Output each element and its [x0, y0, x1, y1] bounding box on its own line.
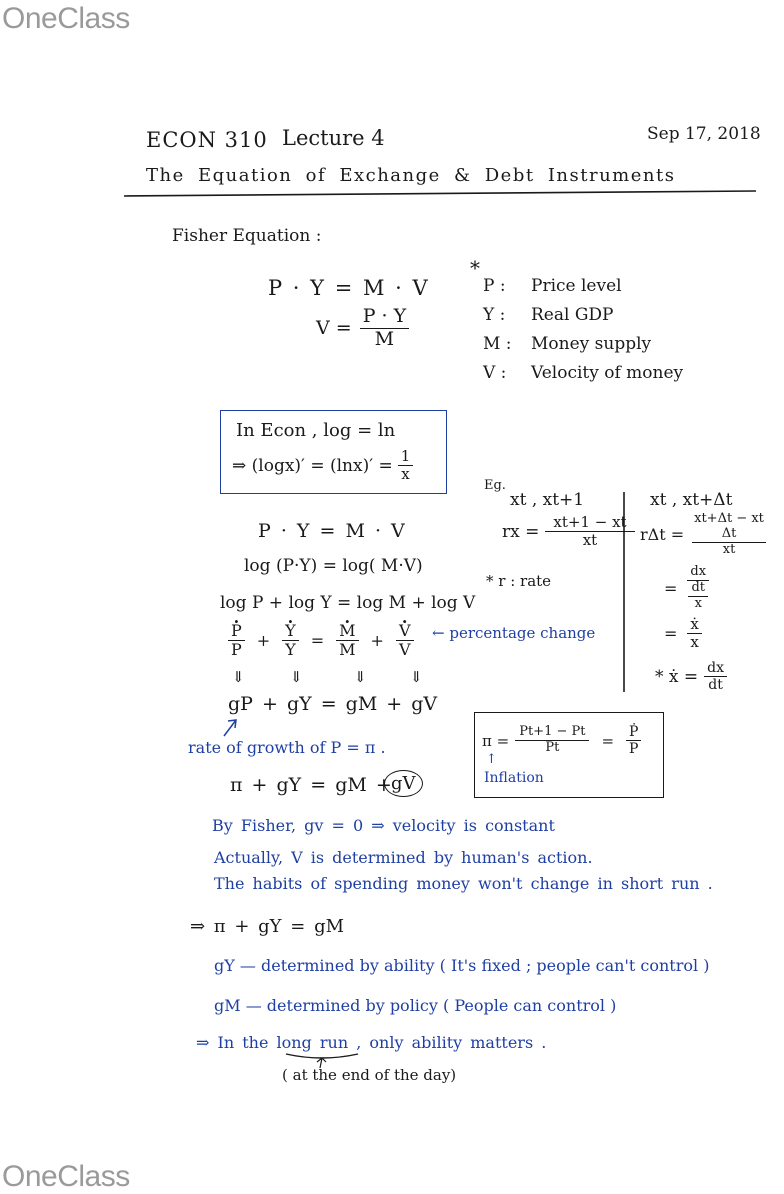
- implies-arrow: ⇓: [290, 668, 303, 686]
- growth-rate-equation: gP + gY = gM + gV: [228, 693, 438, 715]
- discrete-series: xt , xt+1: [510, 490, 585, 510]
- rate-note: * r : rate: [486, 572, 552, 590]
- growth-arrow: [222, 716, 242, 738]
- fisher-equation: P · Y = M · V: [268, 276, 428, 300]
- lecture-number: Lecture 4: [282, 126, 385, 150]
- derivation-line-1: P · Y = M · V: [258, 520, 405, 542]
- rate-equals-xdot-over-x: = $\frac{\text{ẋ}}{x}$: [664, 616, 702, 652]
- spending-habits-note: The habits of spending money won't change in short run .: [214, 874, 713, 893]
- course-code: ECON 310: [146, 128, 268, 152]
- gy-ability-note: gY — determined by ability ( It's fixed ; people can't control ): [214, 956, 710, 975]
- continuous-rate-fraction: xt+Δt − xt Δt xt: [688, 512, 770, 558]
- inflation-fraction: $\frac{Pt+1 - Pt}{Pt}$: [515, 725, 589, 756]
- fisher-velocity-note: By Fisher, gv = 0 ⇒ velocity is constant: [212, 816, 555, 835]
- gm-policy-note: gM — determined by policy ( People can control ): [214, 996, 617, 1015]
- oneclass-logo-bottom: OneClass: [2, 1160, 130, 1193]
- continuous-series: xt , xt+Δt: [650, 490, 733, 510]
- xdot-over-x: $\frac{\text{ẋ}}{x}$: [687, 616, 701, 652]
- implies-arrow: ⇓: [232, 668, 245, 686]
- eg-label: Eg.: [484, 478, 506, 493]
- oneclass-logo-top: OneClass: [2, 2, 130, 35]
- percentage-change-note: ← percentage change: [432, 624, 596, 642]
- lecture-date: Sep 17, 2018: [647, 124, 761, 144]
- legend-row: M : Money supply: [483, 334, 652, 354]
- velocity-numerator: P · Y: [360, 306, 409, 329]
- dx-over-dt: $\frac{dx}{dt}$: [704, 660, 727, 693]
- end-of-day-note: ( at the end of the day): [282, 1066, 457, 1084]
- simplified-equation: ⇒ π + gY = gM: [190, 916, 345, 937]
- fisher-heading: Fisher Equation :: [172, 226, 322, 246]
- inflation-label: Inflation: [484, 770, 544, 786]
- rate-equals-derivative: = dx dt x: [664, 565, 709, 612]
- derivation-line-2: log (P·Y) = log( M·V): [244, 556, 423, 576]
- xdot-definition: * ẋ = $\frac{dx}{dt}$: [655, 660, 727, 693]
- velocity-lhs: V =: [316, 317, 352, 340]
- continuous-rate: rΔt = xt+Δt − xt Δt xt: [640, 512, 770, 558]
- rates-divider: [620, 490, 628, 694]
- inflation-definition: π = $\frac{Pt+1 - Pt}{Pt}$ = $\frac{\text{Ṗ}}{P}$: [482, 724, 641, 757]
- p-dot-over-p: · $\frac{P}{P}$: [228, 622, 245, 660]
- rate-of-growth-note: rate of growth of P = π .: [188, 738, 386, 757]
- derivation-line-3: log P + log Y = log M + log V: [220, 593, 476, 613]
- implies-arrow: ⇓: [354, 668, 367, 686]
- discrete-rate-fraction: $\frac{xt+1 - xt}{xt}$: [545, 514, 634, 550]
- inflation-arrow: ↑: [486, 752, 497, 767]
- velocity-fraction: [360, 306, 409, 351]
- velocity-determined-note: Actually, V is determined by human's action.: [214, 848, 593, 867]
- derivative-over-x: dx dt x: [687, 565, 709, 612]
- pi-growth-equation: π + gY = gM +: [230, 774, 392, 796]
- legend-row: Y : Real GDP: [483, 305, 614, 325]
- v-dot-over-v: · $\frac{V}{V}$: [396, 622, 414, 660]
- m-dot-over-m: · $\frac{M}{M}$: [336, 622, 358, 660]
- velocity-denominator: M: [374, 327, 395, 350]
- derivation-line-4: · $\frac{P}{P}$ + · $\frac{Y}{Y}$ = · $\frac{M}{M}$ + · $\frac{V}{V}$: [228, 622, 414, 660]
- legend-star: *: [470, 256, 480, 280]
- page-title: The Equation of Exchange & Debt Instruments: [146, 165, 676, 186]
- log-ln-note: In Econ , log = ln: [236, 420, 396, 441]
- circled-gv: gV: [384, 770, 423, 797]
- discrete-rate: rx = $\frac{xt+1 - xt}{xt}$: [502, 514, 635, 550]
- p-dot-over-p-inflation: $\frac{\text{Ṗ}}{P}$: [626, 724, 641, 757]
- long-run-note: ⇒ In the long run , only ability matters .: [196, 1033, 547, 1052]
- log-derivative-note: ⇒ (logx)′ = (lnx)′ = $\frac{1}{x}$: [232, 448, 413, 484]
- one-over-x: $\frac{1}{x}$: [398, 448, 414, 484]
- title-underline: [120, 188, 760, 200]
- velocity-equation: [316, 306, 409, 351]
- legend-row: P : Price level: [483, 276, 622, 296]
- variable-legend: [483, 272, 683, 388]
- implies-arrow: ⇓: [410, 668, 423, 686]
- y-dot-over-y: · $\frac{Y}{Y}$: [282, 622, 299, 660]
- legend-row: V : Velocity of money: [483, 363, 684, 383]
